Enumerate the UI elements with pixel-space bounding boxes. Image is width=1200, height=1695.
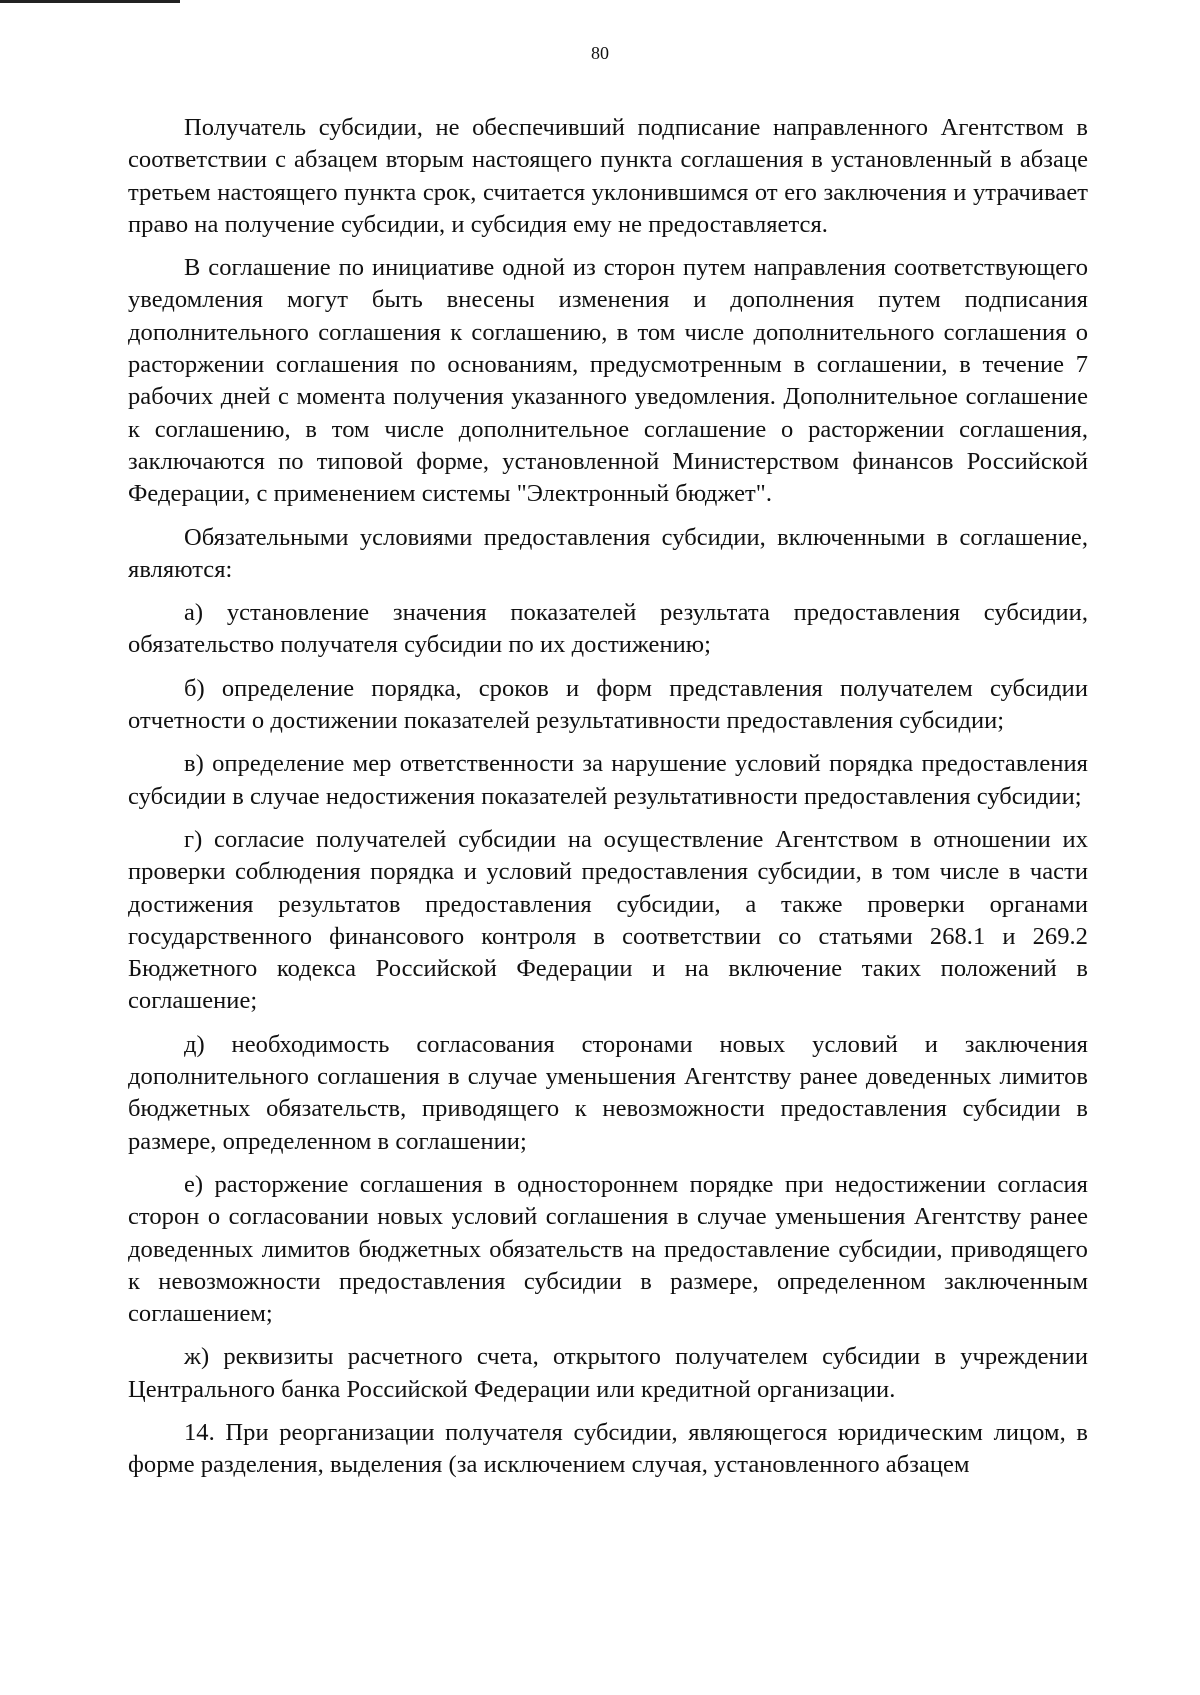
page-number: 80 [591,43,609,63]
paragraph-section-14: 14. При реорганизации получателя субсидии, являющегося юридическим лицом, в форме разделения, выделения (за исключением случая, установленного абзацем [128,1418,1088,1479]
list-item-v: в) определение мер ответственности за нарушение условий порядка предоставления субсидии в случае недостижения показателей результативности предоставления субсидии; [128,750,1088,810]
list-item-b: б) определение порядка, сроков и форм представления получателем субсидии отчетности о достижении показателей результативности предоставления субсидии; [128,674,1088,735]
paragraph-recipient-evasion: Получатель субсидии, не обеспечивший подписание направленного Агентством в соответствии с абзацем вторым настоящего пункта соглашения в установленный в абзаце третьем настоящего пункта срок, считается уклонившимся от его заключения и утрачивает право на получение субсидии, и субсидия ему не предоставляется. [128,114,1088,238]
list-item-d: д) необходимость согласования сторонами новых условий и заключения дополнительного соглашения в случае уменьшения Агентству ранее доведенных лимитов бюджетных обязательств, приводящего к невозможности предоставления субсидии в размере, определенном в соглашении; [128,1030,1088,1155]
paragraph-agreement-amendments: В соглашение по инициативе одной из сторон путем направления соответствующего уведомления могут быть внесены изменения и дополнения путем подписания дополнительного соглашения к соглашению, в том числе дополнительного соглашения о расторжении соглашения по основаниям, предусмотренным в соглашении, в течение 7 рабочих дней с момента получения указанного уведомления. Дополнительное соглашение к соглашению, в том числе дополнительное соглашение о расторжении соглашения, заключаются по типовой форме, установленной Министерством финансов Российской Федерации, с применением системы "Электронный бюджет". [128,254,1088,508]
list-item-a: а) установление значения показателей результата предоставления субсидии, обязательство получателя субсидии по их достижению; [128,599,1088,659]
list-item-g: г) согласие получателей субсидии на осуществление Агентством в отношении их проверки соблюдения порядка и условий предоставления субсидии, в том числе в части достижения результатов предоставления субсидии, а также проверки органами государственного финансового контроля в соответствии со статьями 268.1 и 269.2 Бюджетного кодекса Российской Федерации и на включение таких положений в соглашение; [128,825,1088,1015]
list-item-e: е) расторжение соглашения в одностороннем порядке при недостижении согласия сторон о согласовании новых условий соглашения в случае уменьшения Агентству ранее доведенных лимитов бюджетных обязательств на предоставление субсидии, приводящего к невозможности предоставления субсидии в размере, определенном заключенным соглашением; [128,1170,1088,1328]
list-item-zh: ж) реквизиты расчетного счета, открытого получателем субсидии в учреждении Центрального банка Российской Федерации или кредитной организации. [128,1343,1088,1403]
scan-edge-mark [0,0,180,3]
paragraph-mandatory-conditions: Обязательными условиями предоставления субсидии, включенными в соглашение, являются: [128,523,1088,583]
document-body [128,112,1088,1493]
